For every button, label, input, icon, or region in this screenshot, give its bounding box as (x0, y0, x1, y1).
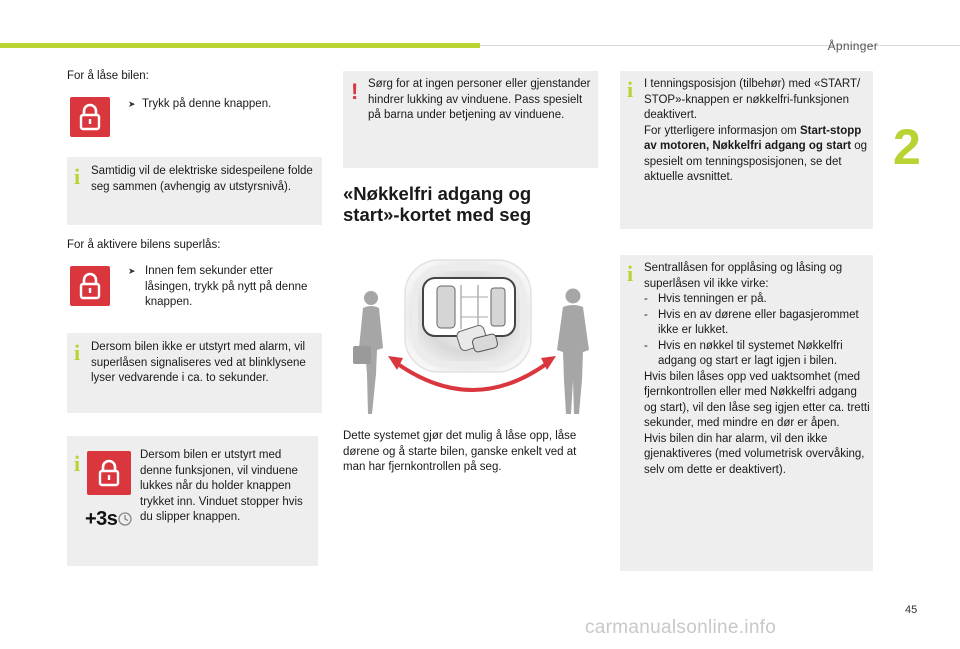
header-accent-bar (0, 43, 480, 48)
list-item: - Hvis en av dørene eller bagasjerommet ikke er lukket. (644, 308, 859, 336)
section-heading: «Nøkkelfri adgang og start»-kortet med seg (343, 183, 532, 225)
person-left-icon (353, 291, 383, 414)
info-icon: i (74, 164, 81, 189)
info-icon: i (627, 261, 634, 286)
warning-box (343, 71, 598, 168)
alarm-note: Dersom bilen ikke er utstyrt med alarm, vil superlåsen signaliseres ved at blinklysene lyser vedvarende i ca. to sekunder. (91, 341, 306, 384)
ignition-info-box (620, 71, 873, 229)
superlock-label: For å aktivere bilens superlås: (67, 239, 221, 251)
list-item: - Hvis tenningen er på. (644, 293, 767, 305)
info-icon: i (74, 340, 81, 365)
warning-icon: ! (351, 79, 359, 104)
central-lock-note: Sentrallåsen for opplåsing og låsing og superlåsen vil ikke virke: - Hvis tenningen er på. - Hvis en av dørene eller bagasjerommet ikke er lukket. - Hvis en nøkkel til systemet Nøkkelfri adgang og start er lagt igjen i bilen. Hvis bilen låses opp ved uaktsomhet (med fjernkontrollen eller med Nøkkelfri adgang og start), vil den låse seg igjen etter ca. tretti sekunder, med mindre en dør er åpen. Hvis bilen din har alarm, vil den ikke gjenaktiveres (med volumetrisk overvåking, selv om dette er deaktivert). (644, 262, 870, 476)
windows-note: Dersom bilen er utstyrt med denne funksjonen, vil vinduene lukkes når du holder knappen trykket inn. Vinduet stopper hvis du slipper knappen. (140, 449, 303, 523)
info-icon: i (627, 77, 634, 102)
superlock-step: ➤ Innen fem sekunder etter låsingen, trykk på nytt på denne knappen. (128, 264, 318, 311)
alarm-info-box (67, 333, 322, 413)
hold-3s-icon: +3s (85, 504, 133, 534)
ignition-note: I tenningsposisjon (tilbehør) med «START/ STOP»-knappen er nøkkelfri-funksjonen deaktivert. For ytterligere informasjon om Start-stopp av motoren, Nøkkelfri adgang og start og spesielt om tenningsposisjonen, se det aktuelle avsnittet. (644, 78, 868, 183)
keyless-description: Dette systemet gjør det mulig å låse opp, låse dørene og å starte bilen, ganske enkelt ved at man har fjernkontrollen på seg. (343, 430, 577, 473)
page-number: 45 (905, 604, 918, 616)
lock-button-icon (70, 97, 110, 137)
section-title: Åpninger (827, 39, 878, 53)
person-right-icon (557, 289, 589, 415)
info-icon: i (74, 451, 81, 476)
warning-note: Sørg for at ingen personer eller gjenstander hindrer lukking av vinduene. Pass spesielt på barna under betjening av vinduene. (368, 78, 591, 121)
arrow-bullet-icon: ➤ (128, 99, 136, 109)
mirrors-note: Samtidig vil de elektriske sidespeilene folde seg sammen (avhengig av utstyrsnivå). (91, 165, 313, 193)
lock-label: For å låse bilen: (67, 70, 149, 82)
windows-info-box (67, 436, 318, 566)
arrow-bullet-icon: ➤ (128, 266, 136, 276)
header-divider (480, 45, 960, 46)
mirrors-info-box (67, 157, 322, 225)
car-top-view-icon (423, 278, 515, 336)
lock-button-icon (70, 266, 110, 306)
list-item: - Hvis en nøkkel til systemet Nøkkelfri adgang og start er lagt igjen i bilen. (644, 339, 843, 367)
watermark: carmanualsonline.info (585, 617, 777, 638)
keyless-illustration (343, 250, 603, 420)
lock-step: ➤ Trykk på denne knappen. (128, 98, 272, 110)
chapter-number: 2 (893, 119, 921, 175)
central-lock-info-box (620, 255, 873, 571)
lock-button-icon (87, 451, 131, 495)
